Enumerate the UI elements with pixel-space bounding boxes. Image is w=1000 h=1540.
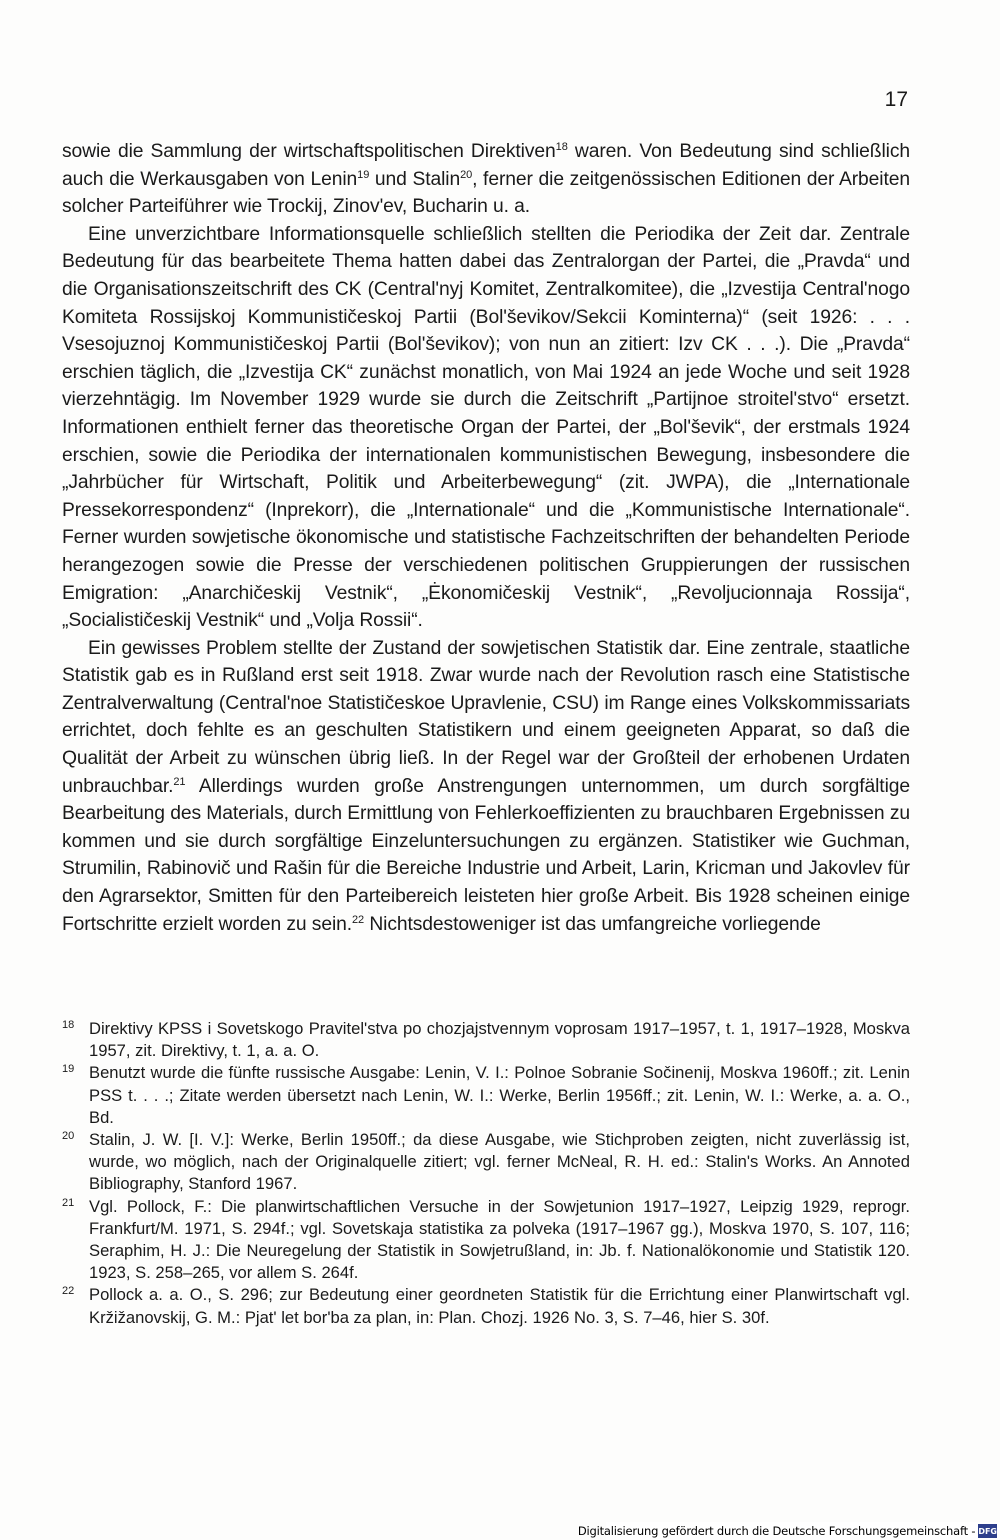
footnotes	[62, 1018, 910, 1329]
footnote-ref-19[interactable]: 19	[357, 168, 370, 181]
footnote-ref-21[interactable]: 21	[173, 775, 186, 788]
footnote-number: 18	[62, 1019, 75, 1031]
text-run: , ferner die zeitgenössischen Editionen der Arbeiten solcher Parteiführer wie Trockij, Zinov'ev, Bucharin u. a.	[62, 168, 910, 218]
funding-footer	[577, 1522, 1000, 1540]
funding-notice: Digitalisierung gefördert durch die Deutsche Forschungsgemeinschaft -	[577, 1524, 976, 1538]
footnote-ref-22[interactable]: 22	[352, 913, 365, 926]
footnote-number: 20	[62, 1130, 75, 1143]
footnote-text: Direktivy KPSS i Sovetskogo Pravitel'stva po chozjajstvennym voprosam 1917–1957, t. 1, 1917–1928, Moskva 1957, zit. Direktivy, t. 1, a. a. O.	[89, 1019, 910, 1061]
paragraph-3	[62, 635, 910, 939]
footnote-number: 19	[62, 1063, 75, 1076]
text-run: sowie die Sammlung der wirtschaftspolitischen Direktiven	[62, 141, 556, 162]
dfg-logo-icon: DFG	[978, 1524, 997, 1538]
text-run: und Stalin	[369, 168, 461, 190]
footnote-text: Benutzt wurde die fünfte russische Ausgabe: Lenin, V. I.: Polnoe Sobranie Sočinenij, Moskva 1960ff.; zit. Lenin PSS t. . . .; Zitate werden übersetzt nach Lenin, W. I.: Werke, Berlin 1956ff.; zit. Lenin, W. I.: Werke, a. a. O., Bd.	[89, 1063, 910, 1127]
page-number: 17	[884, 88, 908, 111]
footnote-19	[62, 1062, 910, 1129]
footnote-ref-18[interactable]: 18	[555, 141, 568, 153]
text-run: Ein gewisses Problem stellte der Zustand der sowjetischen Statistik dar. Eine zentrale, staatliche Statistik gab es in Rußland erst seit 1918. Zwar wurde nach der Revolution rasch eine Statistische Zentralverwaltung (Central'noe Statističeskoe Upravlenie, CSU) im Range eines Volkskommissariats errichtet, doch fehlte es an geschulten Statistikern und einem geeigneten Apparat, so daß die Qualität der Arbeit zu wünschen übrig ließ. In der Regel war der Großteil der erhobenen Urdaten unbrauchbar.	[62, 637, 910, 797]
footnote-22	[62, 1284, 910, 1328]
footnote-text: Pollock a. a. O., S. 296; zur Bedeutung einer geordneten Statistik für die Errichtung einer Planwirtschaft vgl. Kržižanovskij, G. M.: Pjat' let bor'ba za plan, in: Plan. Chozj. 1926 No. 3, S. 7–46, hier S. 30f.	[89, 1285, 910, 1327]
footnote-20	[62, 1129, 910, 1196]
footnote-21	[62, 1196, 910, 1285]
main-text	[62, 138, 910, 938]
footnote-number: 22	[62, 1285, 75, 1298]
footnote-text: Vgl. Pollock, F.: Die planwirtschaftlichen Versuche in der Sowjetunion 1917–1927, Leipzig 1929, reprogr. Frankfurt/M. 1971, S. 294f.; vgl. Sovetskaja statistika za polveka (1917–1967 gg.), Moskva 1970, S. 107, 116; Seraphim, H. J.: Die Neuregelung der Statistik in Sowjetrußland, in: Jb. f. Nationalökonomie und Statistik 120. 1923, S. 258–265, vor allem S. 264f.	[89, 1196, 910, 1283]
paragraph-2: Eine unverzichtbare Informationsquelle schließlich stellten die Periodika der Zeit dar. Zentrale Bedeutung für das bearbeitete Thema hatten dabei das Zentralorgan der Partei, die „Pravda“ und die Organisationszeitschrift des CK (Central'nyj Komitet, Zentralkomitee), die „Izvestija Central'nogo Komiteta Rossijskoj Kommunističeskoj Partii (Bol'ševikov/Sekcii Kominterna)“ (seit 1926: . . . Vsesojuznoj Kommunističeskoj Partii (Bol'ševikov); von nun an zitiert: Izv CK . . .). Die „Pravda“ erschien täglich, die „Izvestija CK“ zunächst monatlich, von Mai 1924 an jede Woche und seit 1928 vierzehntägig. Im November 1929 wurde sie durch die Zeitschrift „Partijnoe stroitel'stvo“ ersetzt. Informationen enthielt ferner das theoretische Organ der Partei, der „Bol'ševik“, der erstmals 1924 erschien, sowie die Periodika der internationalen kommunistischen Bewegung, insbesondere die „Jahrbücher für Wirtschaft, Politik und Arbeiterbewegung“ (zit. JWPA), die „Internationale Pressekorrespondenz“ (Inprekorr), die „Internationale“ und die „Kommunistische Internationale“. Ferner wurden sowjetische ökonomische und statistische Fachzeitschriften der behandelten Periode herangezogen sowie die Presse der verschiedenen politischen Gruppierungen der russischen Emigration: „Anarchičeskij Vestnik“, „Ėkonomičeskij Vestnik“, „Revoljucionnaja Rossija“, „Socialističeskij Vestnik“ und „Volja Rossii“.	[62, 223, 910, 632]
footnote-number: 21	[62, 1196, 75, 1209]
text-run: Allerdings wurden große Anstrengungen unternommen, um durch sorgfältige Bearbeitung des Materials, durch Ermittlung von Fehlerkoeffizienten zu brauchbaren Ergebnissen zu kommen und sie durch sorgfältige Einzeluntersuchungen zu ergänzen. Statistiker wie Guchman, Strumilin, Rabinovič und Rašin für die Bereiche Industrie und Arbeit, Larin, Kricman und Jakovlev für den Agrarsektor, Smitten für den Parteibereich leisteten hier große Arbeit. Bis 1928 scheinen einige Fortschritte erzielt worden zu sein.	[62, 775, 910, 935]
footnote-18	[62, 1018, 910, 1062]
footnote-text: Stalin, J. W. [I. V.]: Werke, Berlin 1950ff.; da diese Ausgabe, wie Stichproben zeigten, nicht zuverlässig ist, wurde, wo möglich, nach der Originalquelle zitiert; vgl. ferner McNeal, R. H. ed.: Stalin's Works. An Annoted Bibliography, Stanford 1967.	[89, 1130, 910, 1194]
text-run: Nichtsdestoweniger ist das umfangreiche vorliegende	[364, 913, 821, 935]
footnote-ref-20[interactable]: 20	[460, 168, 473, 181]
text-run: waren. Von Bedeutung sind schließlich auch die Werkausgaben von Lenin	[62, 141, 910, 190]
paragraph-1	[62, 138, 910, 221]
